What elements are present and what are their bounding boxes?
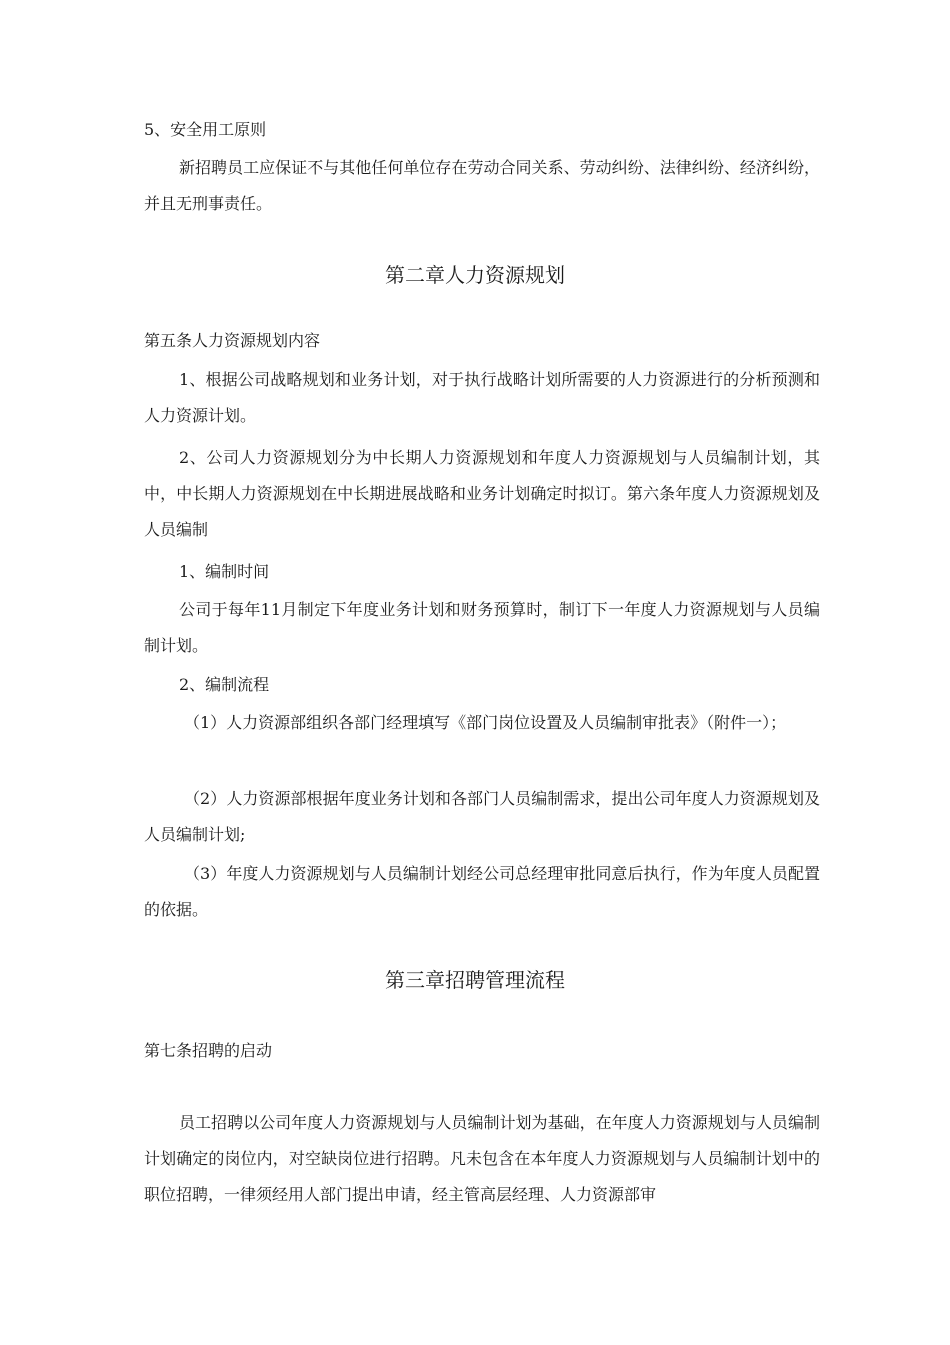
- article5-title: 第五条人力资源规划内容: [144, 331, 321, 350]
- article6-sub1-title: 1、编制时间: [179, 562, 270, 581]
- article6-step3: （3）年度人力资源规划与人员编制计划经公司总经理审批同意后执行，作为年度人员配置的依据。: [144, 864, 820, 919]
- article7-body: 员工招聘以公司年度人力资源规划与人员编制计划为基础，在年度人力资源规划与人员编制计划确定的岗位内，对空缺岗位进行招聘。凡未包含在本年度人力资源规划与人员编制计划中的职位招聘，一律须经用人部门提出申请，经主管高层经理、人力资源部审: [144, 1113, 820, 1204]
- chapter3-heading: 第三章招聘管理流程: [385, 968, 565, 992]
- section5-title: 5、安全用工原则: [144, 120, 267, 139]
- article6-step2: （2）人力资源部根据年度业务计划和各部门人员编制需求，提出公司年度人力资源规划及人员编制计划;: [144, 789, 820, 844]
- article7-title: 第七条招聘的启动: [144, 1041, 273, 1060]
- section5-body: 新招聘员工应保证不与其他任何单位存在劳动合同关系、劳动纠纷、法律纠纷、经济纠纷，并且无刑事责任。: [144, 158, 820, 213]
- article6-sub2-title: 2、编制流程: [179, 675, 270, 694]
- article6-sub1-body: 公司于每年11月制定下年度业务计划和财务预算时，制订下一年度人力资源规划与人员编制计划。: [144, 600, 820, 655]
- article5-item2: 2、公司人力资源规划分为中长期人力资源规划和年度人力资源规划与人员编制计划，其中，中长期人力资源规划在中长期进展战略和业务计划确定时拟订。第六条年度人力资源规划及人员编制: [144, 448, 820, 539]
- article6-step1: （1）人力资源部组织各部门经理填写《部门岗位设置及人员编制审批表》（附件一）；: [184, 713, 787, 732]
- chapter2-heading: 第二章人力资源规划: [385, 263, 565, 287]
- article5-item1: 1、根据公司战略规划和业务计划，对于执行战略计划所需要的人力资源进行的分析预测和人力资源计划。: [144, 370, 820, 425]
